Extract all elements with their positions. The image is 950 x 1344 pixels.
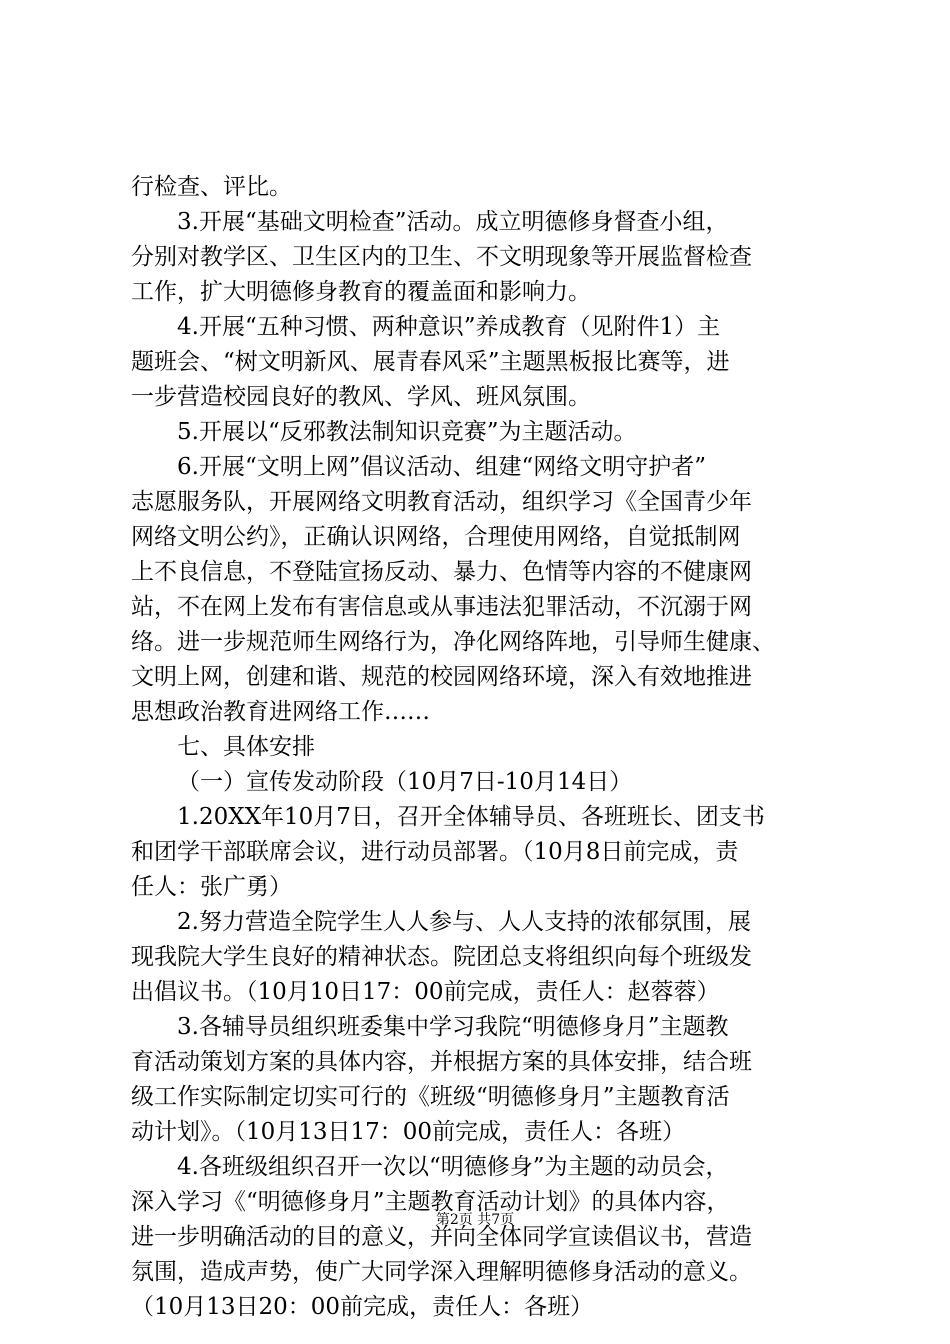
text-line: 文明上网，创建和谐、规范的校园网络环境，深入有效地推进 (131, 664, 752, 690)
text-line: 3.开展“基础文明检查”活动。成立明德修身督查小组， (177, 209, 729, 235)
text-line: 任人：张广勇） (131, 874, 292, 900)
text-line: 育活动策划方案的具体内容，并根据方案的具体安排，结合班 (131, 1049, 752, 1075)
text-line: 动计划》。（10月13日17：00前完成，责任人：各班） (131, 1119, 686, 1145)
text-line: 4.开展“五种习惯、两种意识”养成教育（见附件1）主 (177, 314, 721, 340)
text-line: 思想政治教育进网络工作…… (131, 699, 430, 725)
text-line: 分别对教学区、卫生区内的卫生、不文明现象等开展监督检查 (131, 244, 752, 270)
text-line: 进一步明确活动的目的意义，并向全体同学宣读倡议书，营造 (131, 1224, 752, 1250)
text-line: 志愿服务队，开展网络文明教育活动，组织学习《全国青少年 (131, 489, 752, 515)
text-line: 网络文明公约》，正确认识网络，合理使用网络，自觉抵制网 (131, 524, 741, 550)
text-line: 现我院大学生良好的精神状态。院团总支将组织向每个班级发 (131, 944, 752, 970)
text-line: 行检查、评比。 (131, 174, 292, 200)
text-line: 1.20XX年10月7日，召开全体辅导员、各班班长、团支书 (177, 804, 765, 830)
text-line: （10月13日20：00前完成，责任人：各班） (131, 1294, 594, 1320)
text-line: 6.开展“文明上网”倡议活动、组建“网络文明守护者” (177, 454, 706, 480)
subsection-heading: （一）宣传发动阶段（10月7日-10月14日） (177, 769, 633, 795)
text-line: 一步营造校园良好的教风、学风、班风氛围。 (131, 384, 591, 410)
text-line: 3.各辅导员组织班委集中学习我院“明德修身月”主题教 (177, 1014, 729, 1040)
text-line: 出倡议书。（10月10日17：00前完成，责任人：赵蓉蓉） (131, 979, 720, 1005)
text-line: 站，不在网上发布有害信息或从事违法犯罪活动，不沉溺于网 (131, 594, 752, 620)
page-footer: 第2页 共7页 (435, 1212, 515, 1228)
text-line: 深入学习《“明德修身月”主题教育活动计划》的具体内容， (131, 1189, 730, 1215)
text-line: 2.努力营造全院学生人人参与、人人支持的浓郁氛围，展 (177, 909, 751, 935)
text-line: 工作，扩大明德修身教育的覆盖面和影响力。 (131, 279, 591, 305)
text-line: 5.开展以“反邪教法制知识竞赛”为主题活动。 (177, 419, 637, 445)
text-line: 络。进一步规范师生网络行为，净化网络阵地，引导师生健康、 (131, 629, 775, 655)
text-line: 上不良信息，不登陆宣扬反动、暴力、色情等内容的不健康网 (131, 559, 752, 585)
section-heading: 七、具体安排 (177, 734, 315, 760)
text-line: 氛围，造成声势，使广大同学深入理解明德修身活动的意义。 (131, 1259, 752, 1285)
text-line: 4.各班级组织召开一次以“明德修身”为主题的动员会， (177, 1154, 729, 1180)
document-body (131, 170, 831, 1325)
text-line: 级工作实际制定切实可行的《班级“明德修身月”主题教育活 (131, 1084, 730, 1110)
text-line: 题班会、“树文明新风、展青春风采”主题黑板报比赛等，进 (131, 349, 730, 375)
text-line: 和团学干部联席会议，进行动员部署。（10月8日前完成，责 (131, 839, 739, 865)
